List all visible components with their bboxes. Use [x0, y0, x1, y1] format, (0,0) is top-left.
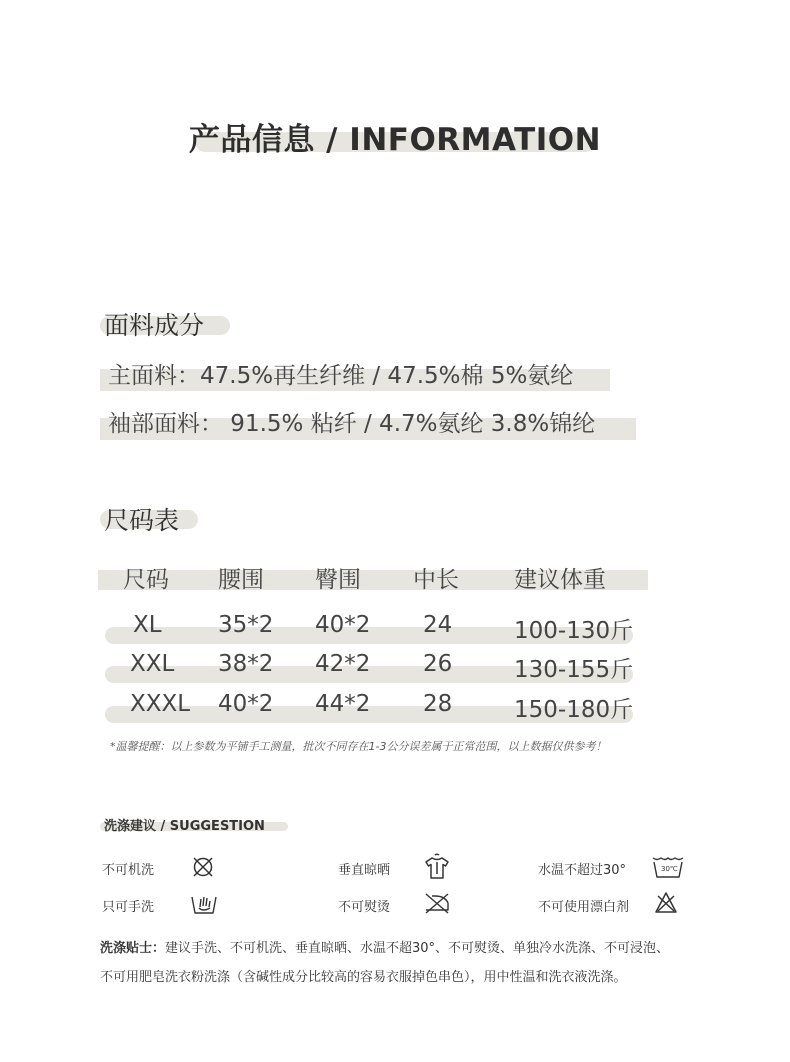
size-row-2-length: 26 — [423, 651, 453, 677]
wash-heading: 洗涤建议 / SUGGESTION — [104, 819, 265, 834]
size-row-1-hip: 40*2 — [315, 612, 371, 638]
fabric-heading: 面料成分 — [104, 311, 205, 340]
page-title: 产品信息 / INFORMATION — [188, 122, 602, 158]
size-header-weight: 建议体重 — [514, 567, 606, 593]
size-row-3-hip: 44*2 — [315, 691, 371, 717]
size-header-waist: 腰围 — [218, 567, 264, 593]
wash-label-no-machine: 不可机洗 — [102, 863, 155, 878]
size-row-1-weight: 100-130斤 — [514, 618, 634, 644]
size-header-size: 尺码 — [123, 567, 169, 593]
wash-30-icon-label: 30℃ — [661, 865, 678, 873]
size-row-3-size: XXXL — [130, 691, 191, 717]
wash-tips-text-1: 建议手洗、不可机洗、垂直晾晒、水温不超30°、不可熨烫、单独冷水洗涤、不可浸泡、 — [165, 941, 670, 956]
fabric-main: 主面料：47.5%再生纤维 / 47.5%棉 5%氨纶 — [108, 363, 574, 389]
wash-tips-line1 — [100, 937, 669, 956]
size-header-hip: 臀围 — [315, 567, 361, 593]
size-note: *温馨提醒：以上参数为平铺手工测量，批次不同存在1-3公分误差属于正常范围，以上数据仅供参考！ — [110, 740, 607, 753]
wash-30-icon — [651, 855, 685, 879]
size-header-length: 中长 — [413, 567, 459, 593]
size-row-3-length: 28 — [423, 691, 453, 717]
wash-tips-label: 洗涤贴士： — [100, 941, 166, 956]
size-row-2-waist: 38*2 — [218, 651, 274, 677]
hang-dry-icon — [424, 853, 450, 884]
size-heading: 尺码表 — [104, 506, 180, 535]
wash-label-hang-dry: 垂直晾晒 — [338, 863, 391, 878]
size-row-1-length: 24 — [423, 612, 453, 638]
fabric-sleeve: 袖部面料： 91.5% 粘纤 / 4.7%氨纶 3.8%锦纶 — [108, 411, 596, 437]
wash-label-temp: 水温不超过30° — [538, 863, 627, 878]
wash-label-no-bleach: 不可使用漂白剂 — [538, 900, 630, 915]
wash-label-no-iron: 不可熨烫 — [338, 900, 391, 915]
size-row-2-hip: 42*2 — [315, 651, 371, 677]
no-machine-wash-icon — [191, 855, 215, 883]
size-row-1-size: XL — [133, 612, 162, 638]
size-row-2-weight: 130-155斤 — [514, 657, 634, 683]
hand-wash-icon — [190, 891, 218, 919]
size-row-3-weight: 150-180斤 — [514, 697, 634, 723]
size-row-2-size: XXL — [130, 651, 175, 677]
wash-tips-text-2: 不可用肥皂洗衣粉洗涤（含碱性成分比较高的容易衣服掉色串色），用中性温和洗衣液洗涤。 — [100, 970, 627, 985]
size-row-1-waist: 35*2 — [218, 612, 274, 638]
no-bleach-icon — [654, 891, 678, 919]
wash-label-hand-wash: 只可手洗 — [102, 900, 155, 915]
no-iron-icon — [423, 891, 451, 919]
size-row-3-waist: 40*2 — [218, 691, 274, 717]
